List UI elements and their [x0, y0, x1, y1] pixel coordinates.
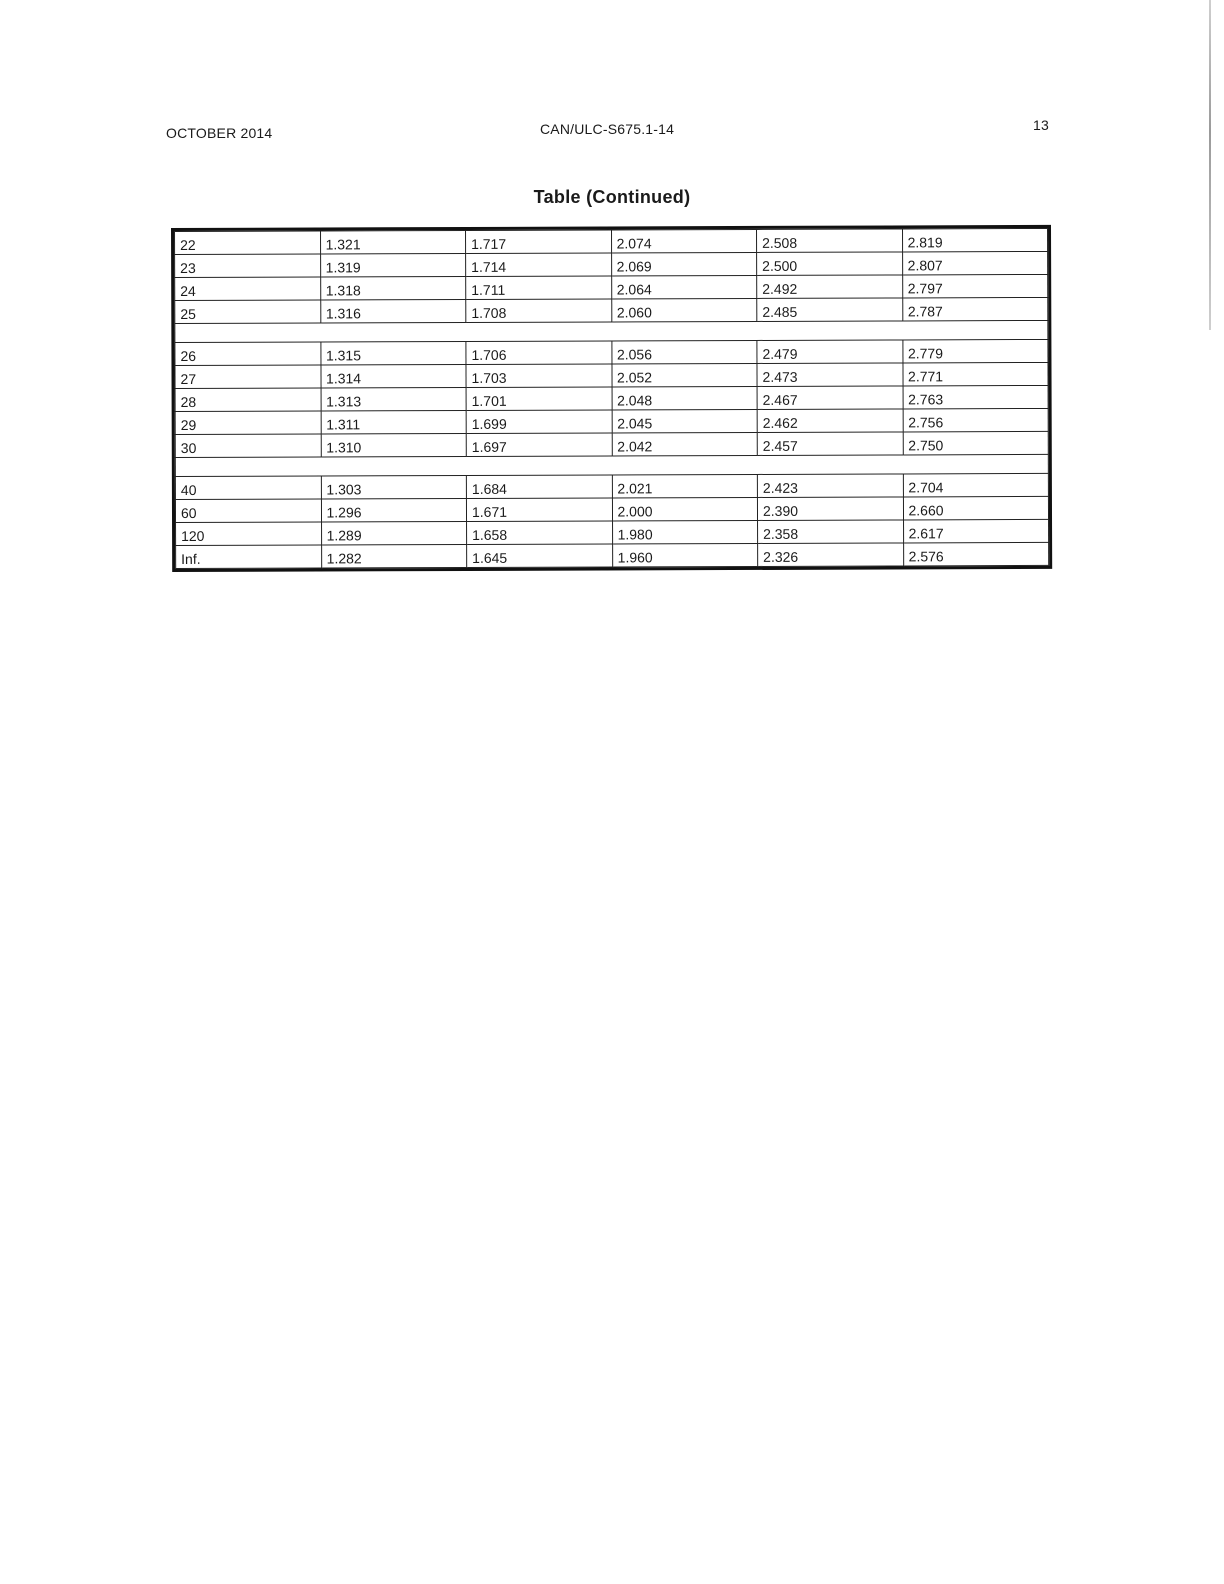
critical-value-cell: 1.684 — [466, 475, 612, 499]
critical-value-cell: 2.492 — [757, 275, 903, 299]
critical-value-cell: 1.960 — [612, 543, 758, 567]
critical-value-cell: 2.326 — [758, 543, 904, 567]
table-row — [175, 274, 1048, 300]
critical-value-cell: 2.069 — [611, 252, 757, 276]
critical-value-cell: 1.315 — [320, 341, 466, 365]
critical-value-cell: 1.714 — [466, 253, 612, 277]
critical-value-cell: 2.479 — [757, 340, 903, 364]
critical-value-cell: 1.310 — [321, 433, 467, 457]
critical-value-cell: 1.311 — [321, 410, 467, 434]
critical-value-cell: 2.500 — [757, 252, 903, 276]
critical-value-cell: 1.313 — [321, 387, 467, 411]
critical-value-cell: 1.318 — [320, 276, 466, 300]
critical-value-cell: 2.763 — [903, 385, 1049, 409]
critical-value-cell: 1.282 — [321, 544, 467, 568]
critical-value-cell: 2.390 — [757, 497, 903, 521]
degrees-of-freedom-cell: 40 — [175, 476, 321, 500]
table-row — [175, 408, 1048, 434]
critical-value-cell: 2.000 — [612, 497, 758, 521]
critical-value-cell: 1.701 — [466, 387, 612, 411]
table-row — [175, 251, 1048, 277]
critical-value-cell: 1.717 — [466, 230, 612, 254]
degrees-of-freedom-cell: 25 — [175, 300, 321, 324]
critical-value-cell: 2.467 — [757, 386, 903, 410]
critical-value-cell: 2.462 — [757, 409, 903, 433]
critical-value-cell: 2.617 — [903, 519, 1049, 543]
critical-value-cell: 2.021 — [612, 474, 758, 498]
critical-value-cell: 2.045 — [612, 409, 758, 433]
critical-value-cell: 1.703 — [466, 364, 612, 388]
table-title: Table (Continued) — [533, 187, 691, 207]
table-row — [175, 496, 1048, 522]
critical-value-cell: 1.303 — [321, 475, 467, 499]
critical-value-cell: 1.671 — [466, 498, 612, 522]
critical-value-cell: 2.779 — [902, 339, 1048, 363]
critical-value-cell: 2.819 — [902, 228, 1048, 252]
critical-value-cell: 2.704 — [903, 473, 1049, 497]
table-row — [175, 473, 1048, 499]
header-date: OCTOBER 2014 — [166, 125, 273, 141]
critical-value-cell: 2.660 — [903, 496, 1049, 520]
degrees-of-freedom-cell: 29 — [175, 411, 321, 435]
critical-value-cell: 1.289 — [321, 521, 467, 545]
critical-value-cell: 2.787 — [902, 297, 1048, 321]
critical-value-cell: 1.697 — [466, 433, 612, 457]
degrees-of-freedom-cell: Inf. — [176, 545, 322, 569]
critical-value-cell: 2.358 — [758, 520, 904, 544]
page-number: 13 — [1033, 117, 1049, 133]
critical-values-table — [171, 225, 1052, 572]
critical-value-cell: 2.064 — [611, 275, 757, 299]
critical-value-cell: 2.807 — [902, 251, 1048, 275]
table-row — [175, 297, 1048, 323]
critical-value-cell: 1.658 — [467, 521, 613, 545]
degrees-of-freedom-cell: 60 — [175, 499, 321, 523]
table-body — [175, 228, 1049, 568]
table-row — [175, 339, 1048, 365]
critical-value-cell: 2.056 — [611, 340, 757, 364]
critical-value-cell: 2.423 — [757, 474, 903, 498]
degrees-of-freedom-cell: 120 — [176, 522, 322, 546]
critical-value-cell: 2.756 — [903, 408, 1049, 432]
critical-value-cell: 1.699 — [466, 410, 612, 434]
header-standard-code: CAN/ULC-S675.1-14 — [540, 121, 675, 137]
degrees-of-freedom-cell: 30 — [175, 434, 321, 458]
critical-value-cell: 2.750 — [903, 431, 1049, 455]
critical-value-cell: 2.457 — [757, 432, 903, 456]
critical-value-cell: 2.485 — [757, 298, 903, 322]
table-row — [175, 431, 1048, 457]
critical-value-cell: 1.296 — [321, 498, 467, 522]
critical-value-cell: 2.771 — [902, 362, 1048, 386]
degrees-of-freedom-cell: 26 — [175, 342, 321, 366]
table-row — [175, 362, 1048, 388]
critical-value-cell: 2.473 — [757, 363, 903, 387]
critical-value-cell: 1.645 — [467, 544, 613, 568]
critical-value-cell: 2.048 — [612, 386, 758, 410]
critical-value-cell: 2.576 — [903, 542, 1049, 566]
scan-edge-line — [1209, 0, 1211, 330]
table-row — [175, 385, 1048, 411]
degrees-of-freedom-cell: 24 — [175, 277, 321, 301]
critical-value-cell: 1.319 — [320, 253, 466, 277]
degrees-of-freedom-cell: 28 — [175, 388, 321, 412]
critical-value-cell: 2.052 — [611, 363, 757, 387]
table-row — [176, 519, 1049, 545]
critical-value-cell: 1.321 — [320, 230, 466, 254]
critical-value-cell: 1.706 — [466, 341, 612, 365]
critical-value-cell: 2.797 — [902, 274, 1048, 298]
critical-value-cell: 2.074 — [611, 229, 757, 253]
critical-value-cell: 2.042 — [612, 432, 758, 456]
critical-value-cell: 2.060 — [611, 298, 757, 322]
critical-value-cell: 1.314 — [320, 364, 466, 388]
critical-value-cell: 1.711 — [466, 276, 612, 300]
critical-value-cell: 2.508 — [757, 229, 903, 253]
critical-value-cell: 1.980 — [612, 520, 758, 544]
table-row — [176, 542, 1049, 568]
degrees-of-freedom-cell: 23 — [175, 254, 321, 278]
degrees-of-freedom-cell: 22 — [175, 231, 321, 255]
critical-value-cell: 1.316 — [320, 299, 466, 323]
degrees-of-freedom-cell: 27 — [175, 365, 321, 389]
data-table — [174, 228, 1049, 569]
critical-value-cell: 1.708 — [466, 299, 612, 323]
table-row — [175, 228, 1048, 254]
